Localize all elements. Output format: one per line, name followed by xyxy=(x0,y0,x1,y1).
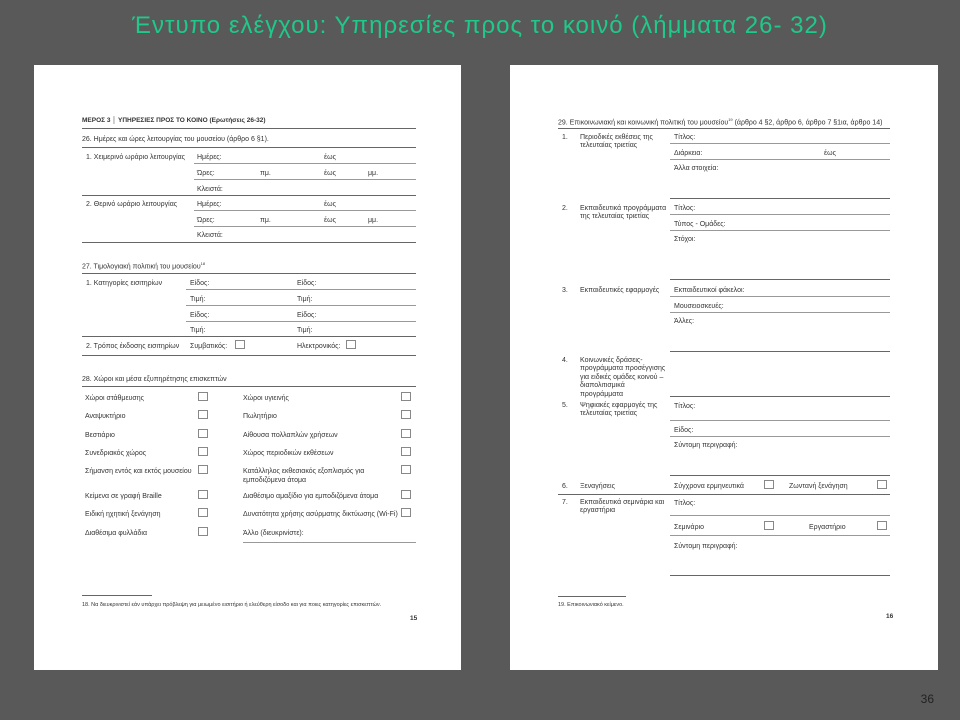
label-pm: μμ. xyxy=(368,170,379,177)
footnote-ref: 18 xyxy=(200,261,206,266)
facility-checkbox[interactable] xyxy=(198,527,208,536)
divider xyxy=(82,128,416,129)
label-title: Τίτλος: xyxy=(674,205,696,212)
footnote-ref: 19 xyxy=(728,117,733,122)
facility-checkbox[interactable] xyxy=(198,429,208,438)
label-electronic: Ηλεκτρονικός: xyxy=(297,343,341,350)
label-type: Είδος: xyxy=(190,280,210,287)
field-line xyxy=(243,542,416,543)
label-until: έως xyxy=(324,201,336,208)
item-number: 2. xyxy=(562,205,568,212)
q27-title: 27. Τιμολογιακή πολιτική του μουσείου$^{18}$ xyxy=(82,261,206,271)
divider xyxy=(82,242,416,243)
facility-label: Δυνατότητα χρήσης ασύρματης δικτύωσης (Wi-Fi) xyxy=(243,511,398,518)
checkbox-audio-guides[interactable] xyxy=(764,480,774,489)
field-line xyxy=(194,179,416,180)
label-am: πμ. xyxy=(260,170,271,177)
item-number: 4. xyxy=(562,357,568,364)
facility-checkbox[interactable] xyxy=(401,392,411,401)
divider xyxy=(670,279,890,280)
facility-checkbox[interactable] xyxy=(198,447,208,456)
label-price: Τιμή: xyxy=(190,327,206,334)
label-closed: Κλειστά: xyxy=(197,232,223,239)
item-label: Ψηφιακές εφαρμογές της τελευταίας τριετίας xyxy=(580,402,658,418)
facility-label: Χώρος περιοδικών εκθέσεων xyxy=(243,450,334,457)
divider xyxy=(82,386,416,387)
divider xyxy=(82,355,416,356)
checkbox-live-tour[interactable] xyxy=(877,480,887,489)
item-number: 1. xyxy=(562,134,568,141)
facility-label: Αναψυκτήριο xyxy=(85,413,126,420)
field-line xyxy=(670,296,890,297)
facility-label: Πωλητήριο xyxy=(243,413,277,420)
form-page-left xyxy=(34,65,461,670)
facility-label: Διαθέσιμα φυλλάδια xyxy=(85,530,147,537)
facility-label: Άλλο (διευκρινίστε): xyxy=(243,530,304,537)
field-line xyxy=(670,436,890,437)
divider xyxy=(558,128,890,129)
facility-label: Χώροι υγιεινής xyxy=(243,395,289,402)
label-short-description: Σύντομη περιγραφή: xyxy=(674,442,738,449)
label-title: Τίτλος: xyxy=(674,500,696,507)
item-number: 7. xyxy=(562,499,568,506)
divider xyxy=(670,575,890,576)
facility-label: Ειδική ηχητική ξενάγηση xyxy=(85,511,161,518)
facility-label: Σήμανση εντός και εκτός μουσείου xyxy=(85,468,192,475)
facility-label: Κατάλληλος εκθεσιακός εξοπλισμός για εμποδιζόμενα άτομα xyxy=(243,468,365,484)
q28-title: 28. Χώροι και μέσα εξυπηρέτησης επισκεπτών xyxy=(82,376,227,383)
label-hours: Ώρες: xyxy=(197,170,215,177)
label-pm: μμ. xyxy=(368,217,379,224)
label-conventional: Συμβατικός: xyxy=(190,343,228,350)
divider xyxy=(558,494,890,495)
facility-checkbox[interactable] xyxy=(401,490,411,499)
form-page-right xyxy=(510,65,938,670)
label-price: Τιμή: xyxy=(297,296,313,303)
label-type: Είδος: xyxy=(190,312,210,319)
label-category: Είδος: xyxy=(674,427,694,434)
label-title: Τίτλος: xyxy=(674,134,696,141)
label-until: έως xyxy=(324,154,336,161)
footnote: 19. Επικοινωνιακό κείμενο. xyxy=(558,602,624,608)
winter-hours-label: 1. Χειμερινό ωράριο λειτουργίας xyxy=(86,154,186,161)
slide-number: 36 xyxy=(920,692,934,706)
field-line xyxy=(670,312,890,313)
item-label: Ξεναγήσεις xyxy=(580,483,615,490)
facility-checkbox[interactable] xyxy=(198,508,208,517)
label-type: Είδος: xyxy=(297,280,317,287)
facility-checkbox[interactable] xyxy=(401,465,411,474)
label-duration: Διάρκεια: xyxy=(674,150,703,157)
divider xyxy=(82,147,416,148)
field-line xyxy=(194,210,416,211)
item-number: 5. xyxy=(562,402,568,409)
label-am: πμ. xyxy=(260,217,271,224)
facility-checkbox[interactable] xyxy=(198,490,208,499)
facility-checkbox[interactable] xyxy=(401,447,411,456)
summer-hours-label: 2. Θερινό ωράριο λειτουργίας xyxy=(86,201,178,208)
facility-checkbox[interactable] xyxy=(401,429,411,438)
label-type-groups: Τύπος - Ομάδες: xyxy=(674,221,726,228)
field-line xyxy=(194,226,416,227)
field-line xyxy=(670,214,890,215)
label-title: Τίτλος: xyxy=(674,403,696,410)
label-hours: Ώρες: xyxy=(197,217,215,224)
label-until: έως xyxy=(324,217,336,224)
field-line xyxy=(670,515,890,516)
label-until: έως xyxy=(324,170,336,177)
item-label: Εκπαιδευτικά σεμινάρια και εργαστήρια xyxy=(580,499,665,515)
ticket-categories-label: 1. Κατηγορίες εισιτηρίων xyxy=(86,280,163,287)
field-line xyxy=(186,321,416,322)
field-line xyxy=(670,230,890,231)
item-label: Κοινωνικές δράσεις- προγράμματα προσέγγισης για ειδικές ομάδες κοινού – διαπολιτισμικά προγράμματα xyxy=(580,357,666,398)
label-days: Ημέρες: xyxy=(197,154,222,161)
facility-checkbox[interactable] xyxy=(401,508,411,517)
field-line xyxy=(186,305,416,306)
facility-checkbox[interactable] xyxy=(198,465,208,474)
facility-label: Αίθουσα πολλαπλών χρήσεων xyxy=(243,432,338,439)
divider xyxy=(82,195,416,196)
divider xyxy=(670,475,890,476)
field-line xyxy=(670,420,890,421)
checkbox-conventional[interactable] xyxy=(235,340,245,349)
item-number: 3. xyxy=(562,287,568,294)
checkbox-electronic[interactable] xyxy=(346,340,356,349)
label-days: Ημέρες: xyxy=(197,201,222,208)
facility-label: Κείμενα σε γραφή Braille xyxy=(85,493,162,500)
item-label: Περιοδικές εκθέσεις της τελευταίας τριετίας xyxy=(580,134,653,150)
label-museum-kits: Μουσειοσκευές: xyxy=(674,303,724,310)
facility-label: Βεστιάριο xyxy=(85,432,115,439)
label-live-tour: Ζωντανή ξενάγηση xyxy=(789,483,848,490)
facility-label: Διαθέσιμο αμαξίδιο για εμποδιζόμενα άτομα xyxy=(243,493,379,500)
label-price: Τιμή: xyxy=(190,296,206,303)
facility-checkbox[interactable] xyxy=(198,392,208,401)
field-line xyxy=(186,289,416,290)
label-goals: Στόχοι: xyxy=(674,236,696,243)
item-label: Εκπαιδευτικές εφαρμογές xyxy=(580,287,660,294)
section-title: ΜΕΡΟΣ 3 │ ΥΠΗΡΕΣΙΕΣ ΠΡΟΣ ΤΟ ΚΟΙΝΟ (Ερωτήσεις 26-32) xyxy=(82,117,266,124)
label-workshop: Εργαστήριο xyxy=(809,524,846,531)
label-seminar: Σεμινάριο xyxy=(674,524,705,531)
item-number: 6. xyxy=(562,483,568,490)
label-audio-guides: Σύγχρονα ερμηνευτικά xyxy=(674,483,744,490)
label-other-data: Άλλα στοιχεία: xyxy=(674,165,719,172)
slide-title: Έντυπο ελέγχου: Υπηρεσίες προς το κοινό (λήμματα 26- 32) xyxy=(132,12,828,39)
footnote-rule xyxy=(558,596,626,597)
ticket-issue-label: 2. Τρόπος έκδοσης εισιτηρίων xyxy=(86,343,180,350)
label-until: έως xyxy=(824,150,836,157)
divider xyxy=(82,336,416,337)
footnote: 18. Να διευκρινιστεί εάν υπάρχει πρόβλεψη για μειωμένο εισιτήριο ή ελεύθερη είσοδο και για ποιες κατηγορίες επισκεπτών. xyxy=(82,602,382,608)
field-line xyxy=(670,159,890,160)
label-price: Τιμή: xyxy=(297,327,313,334)
label-short-description: Σύντομη περιγραφή: xyxy=(674,543,738,550)
field-line xyxy=(194,163,416,164)
checkbox-seminar[interactable] xyxy=(764,521,774,530)
label-type: Είδος: xyxy=(297,312,317,319)
checkbox-workshop[interactable] xyxy=(877,521,887,530)
facility-label: Χώροι στάθμευσης xyxy=(85,395,145,402)
footnote-rule xyxy=(82,595,152,596)
label-closed: Κλειστά: xyxy=(197,186,223,193)
label-other: Άλλες: xyxy=(674,318,695,325)
field-line xyxy=(670,143,890,144)
field-line xyxy=(670,535,890,536)
facility-label: Συνεδριακός χώρος xyxy=(85,450,147,457)
divider xyxy=(670,198,890,199)
page-number: 16 xyxy=(886,613,894,620)
divider xyxy=(670,396,890,397)
label-edu-folder: Εκπαιδευτικοί φάκελοι: xyxy=(674,287,745,294)
item-label: Εκπαιδευτικά προγράμματα της τελευταίας τριετίας xyxy=(580,205,667,221)
divider xyxy=(670,351,890,352)
facility-checkbox[interactable] xyxy=(401,410,411,419)
q29-title: 29. Επικοινωνιακή και κοινωνική πολιτική του μουσείου$^{19}$ (άρθρο 4 §2, άρθρο 6, άρθρο 7 §1ια, άρθρο 14) xyxy=(558,117,883,127)
page-number: 15 xyxy=(410,615,418,622)
q26-title: 26. Ημέρες και ώρες λειτουργίας του μουσείου (άρθρο 6 §1). xyxy=(82,136,269,143)
divider xyxy=(82,273,416,274)
facility-checkbox[interactable] xyxy=(198,410,208,419)
